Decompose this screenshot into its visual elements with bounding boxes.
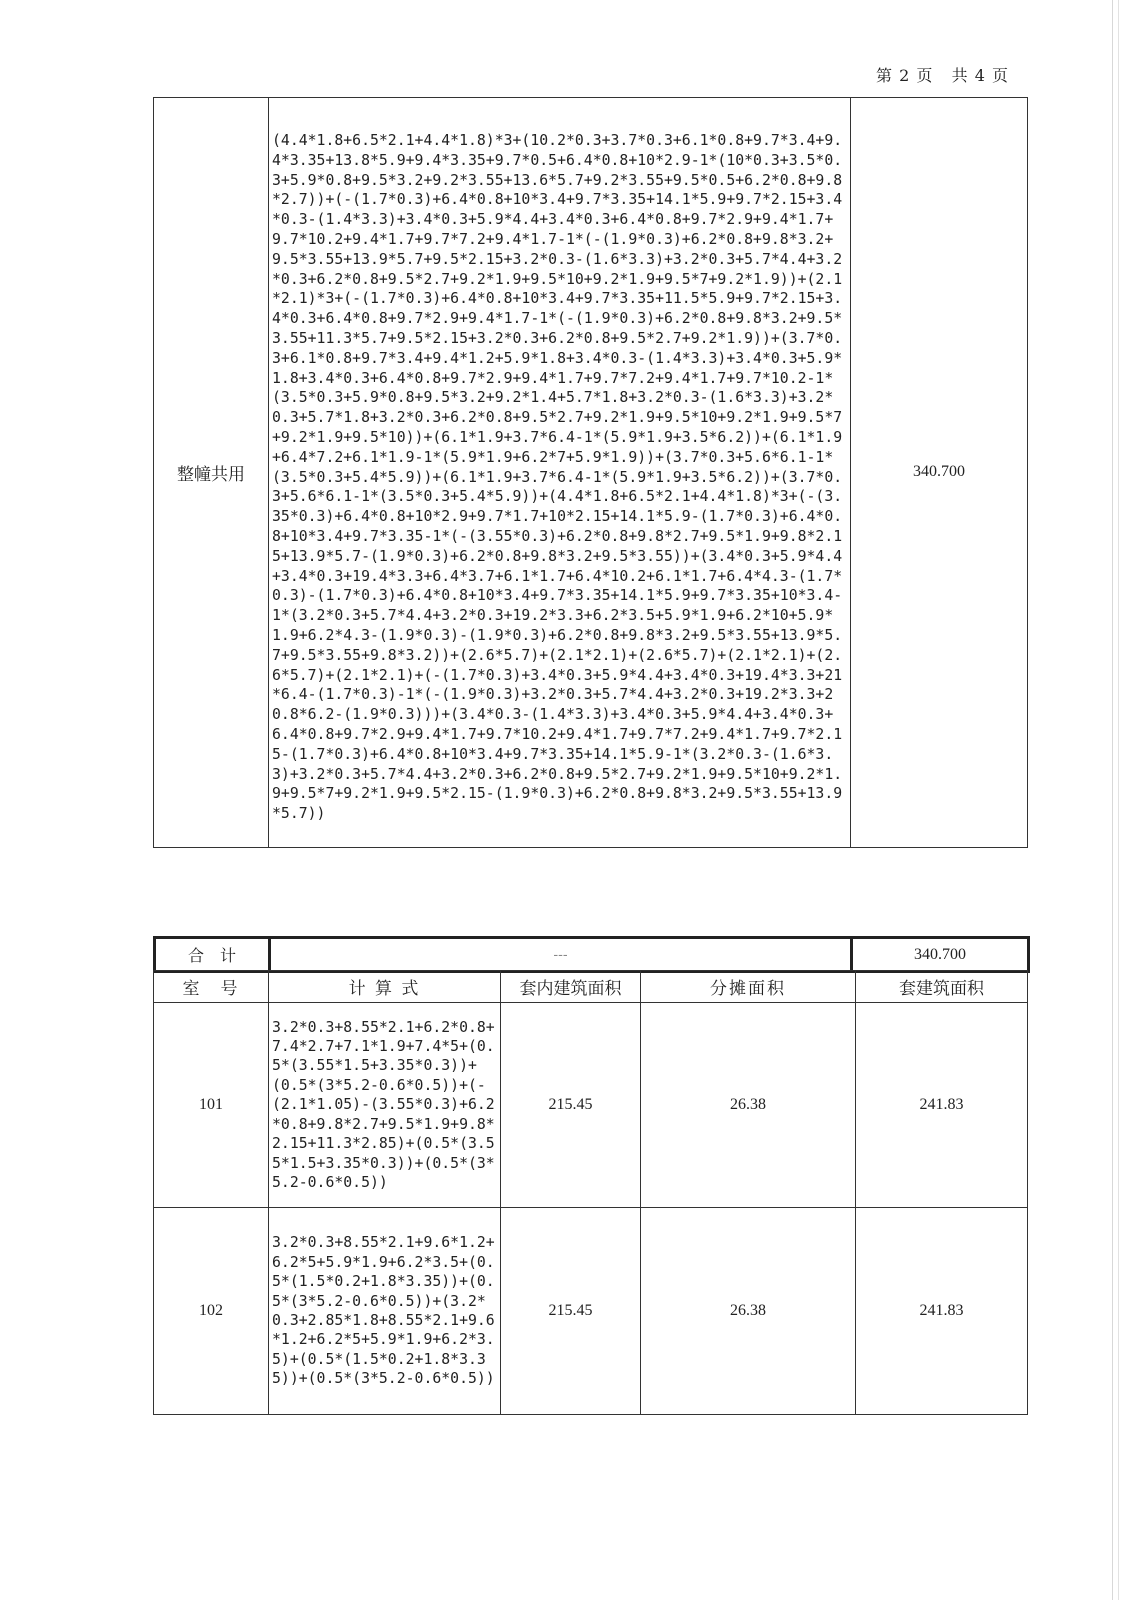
room-table	[153, 970, 1028, 1415]
room-number: 102	[154, 1208, 269, 1415]
total-value: 340.700	[852, 938, 1029, 972]
shared-area: 26.38	[641, 1208, 856, 1415]
total-area: 241.83	[856, 1208, 1028, 1415]
shared-row	[154, 98, 1028, 848]
shared-label: 整幢共用	[154, 98, 269, 848]
shared-formula: (4.4*1.8+6.5*2.1+4.4*1.8)*3+(10.2*0.3+3.7*0.3+6.1*0.8+9.7*3.4+9.4*3.35+13.8*5.9+9.4*3.35+9.7*0.5+6.4*0.8+10*2.9-1*(10*0.3+3.5*0.3+5.9*0.8+9.5*3.2+9.2*3.55+13.6*5.7+9.2*3.55+9.5*0.5+6.2*0.8+9.8*2.7))+(-(1.7*0.3)+6.4*0.8+10*3.4+9.7*3.35+14.1*5.9+9.7*2.15+3.4*0.3-(1.4*3.3)+3.4*0.3+5.9*4.4+3.4*0.3+6.4*0.8+9.7*2.9+9.4*1.7+9.7*10.2+9.4*1.7+9.7*7.2+9.4*1.7-1*(-(1.9*0.3)+6.2*0.8+9.8*3.2+9.5*3.55+13.9*5.7+9.5*2.15+3.2*0.3-(1.6*3.3)+3.2*0.3+5.7*4.4+3.2*0.3+6.2*0.8+9.5*2.7+9.2*1.9+9.5*10+9.2*1.9+9.5*7+9.2*1.9))+(2.1*2.1)*3+(-(1.7*0.3)+6.4*0.8+10*3.4+9.7*3.35+11.5*5.9+9.7*2.15+3.4*0.3+6.4*0.8+9.7*2.9+9.4*1.7-1*(-(1.9*0.3)+6.2*0.8+9.8*3.2+9.5*3.55+11.3*5.7+9.5*2.15+3.2*0.3+6.2*0.8+9.5*2.7+9.2*1.9))+(3.7*0.3+6.1*0.8+9.7*3.4+9.4*1.2+5.9*1.8+3.4*0.3-(1.4*3.3)+3.4*0.3+5.9*1.8+3.4*0.3+6.4*0.8+9.7*2.9+9.4*1.7+9.7*7.2+9.4*1.7+9.7*10.2-1*(3.5*0.3+5.9*0.8+9.5*3.2+9.2*1.4+5.7*1.8+3.2*0.3-(1.6*3.3)+3.2*0.3+5.7*1.8+3.2*0.3+6.2*0.8+9.5*2.7+9.2*1.9+9.5*10+9.2*1.9+9.5*7+9.2*1.9+9.5*10))+(6.1*1.9+3.7*6.4-1*(5.9*1.9+3.5*6.2))+(6.1*1.9+6.4*7.2+6.1*1.9-1*(5.9*1.9+6.2*7+5.9*1.9))+(3.7*0.3+5.6*6.1-1*(3.5*0.3+5.4*5.9))+(6.1*1.9+3.7*6.4-1*(5.9*1.9+3.5*6.2))+(3.7*0.3+5.6*6.1-1*(3.5*0.3+5.4*5.9))+(4.4*1.8+6.5*2.1+4.4*1.8)*3+(-(3.35*0.3)+6.4*0.8+10*2.9+9.7*1.7+10*2.15+14.1*5.9-(1.7*0.3)+6.4*0.8+10*3.4+9.7*3.35-1*(-(3.55*0.3)+6.2*0.8+9.8*2.7+9.5*1.9+9.8*2.15+13.9*5.7-(1.9*0.3)+6.2*0.8+9.8*3.2+9.5*3.55))+(3.4*0.3+5.9*4.4+3.4*0.3+19.4*3.3+6.4*3.7+6.1*1.7+6.4*10.2+6.1*1.7+6.4*4.3-(1.7*0.3)-(1.7*0.3)+6.4*0.8+10*3.4+9.7*3.35+14.1*5.9+9.7*3.35+10*3.4-1*(3.2*0.3+5.7*4.4+3.2*0.3+19.2*3.3+6.2*3.5+5.9*1.9+6.2*10+5.9*1.9+6.2*4.3-(1.9*0.3)-(1.9*0.3)+6.2*0.8+9.8*3.2+9.5*3.55+13.9*5.7+9.5*3.55+9.8*3.2))+(2.6*5.7)+(2.1*2.1)+(2.6*5.7)+(2.1*2.1)+(2.6*5.7)+(2.1*2.1)+(-(1.7*0.3)+3.4*0.3+5.9*4.4+3.4*0.3+19.4*3.3+21*6.4-(1.7*0.3)-1*(-(1.9*0.3)+3.2*0.3+5.7*4.4+3.2*0.3+19.2*3.3+20.8*6.2-(1.9*0.3)))+(3.4*0.3-(1.4*3.3)+3.4*0.3+5.9*4.4+3.4*0.3+6.4*0.8+9.7*2.9+9.4*1.7+9.7*10.2+9.4*1.7+9.7*7.2+9.4*1.7+9.7*2.15-(1.7*0.3)+6.4*0.8+10*3.4+9.7*3.35+14.1*5.9-1*(3.2*0.3-(1.6*3.3)+3.2*0.3+5.7*4.4+3.2*0.3+6.2*0.8+9.5*2.7+9.2*1.9+9.5*10+9.2*1.9+9.5*7+9.2*1.9+9.5*2.15-(1.9*0.3)+6.2*0.8+9.8*3.2+9.5*3.55+13.9*5.7))	[269, 98, 851, 848]
total-table	[153, 936, 1030, 973]
page-number: 第 2 页 共 4 页	[876, 66, 1009, 85]
col-header-shared-area: 分摊面积	[641, 971, 856, 1003]
total-area: 241.83	[856, 1003, 1028, 1208]
col-header-room: 室 号	[154, 971, 269, 1003]
table-row	[154, 1003, 1028, 1208]
shared-area-table	[153, 97, 1028, 848]
shared-value: 340.700	[851, 98, 1028, 848]
room-number: 101	[154, 1003, 269, 1208]
room-formula: 3.2*0.3+8.55*2.1+6.2*0.8+7.4*2.7+7.1*1.9+7.4*5+(0.5*(3.55*1.5+3.35*0.3))+(0.5*(3*5.2-0.6*0.5))+(-(2.1*1.05)-(3.55*0.3)+6.2*0.8+9.8*2.7+9.5*1.9+9.8*2.15+11.3*2.85)+(0.5*(3.55*1.5+3.35*0.3))+(0.5*(3*5.2-0.6*0.5))	[269, 1003, 501, 1208]
col-header-total-area: 套建筑面积	[856, 971, 1028, 1003]
table-header-row	[154, 971, 1028, 1003]
inner-area: 215.45	[501, 1208, 641, 1415]
scan-page-edge-2	[1118, 0, 1119, 1600]
total-row	[155, 938, 1029, 972]
total-label: 合 计	[155, 938, 270, 972]
room-formula: 3.2*0.3+8.55*2.1+9.6*1.2+6.2*5+5.9*1.9+6.2*3.5+(0.5*(1.5*0.2+1.8*3.35))+(0.5*(3*5.2-0.6*0.5))+(3.2*0.3+2.85*1.8+8.55*2.1+9.6*1.2+6.2*5+5.9*1.9+6.2*3.5)+(0.5*(1.5*0.2+1.8*3.35))+(0.5*(3*5.2-0.6*0.5))	[269, 1208, 501, 1415]
col-header-formula: 计 算 式	[269, 971, 501, 1003]
total-formula: ---	[270, 938, 852, 972]
col-header-inner-area: 套内建筑面积	[501, 971, 641, 1003]
table-row	[154, 1208, 1028, 1415]
inner-area: 215.45	[501, 1003, 641, 1208]
shared-area: 26.38	[641, 1003, 856, 1208]
